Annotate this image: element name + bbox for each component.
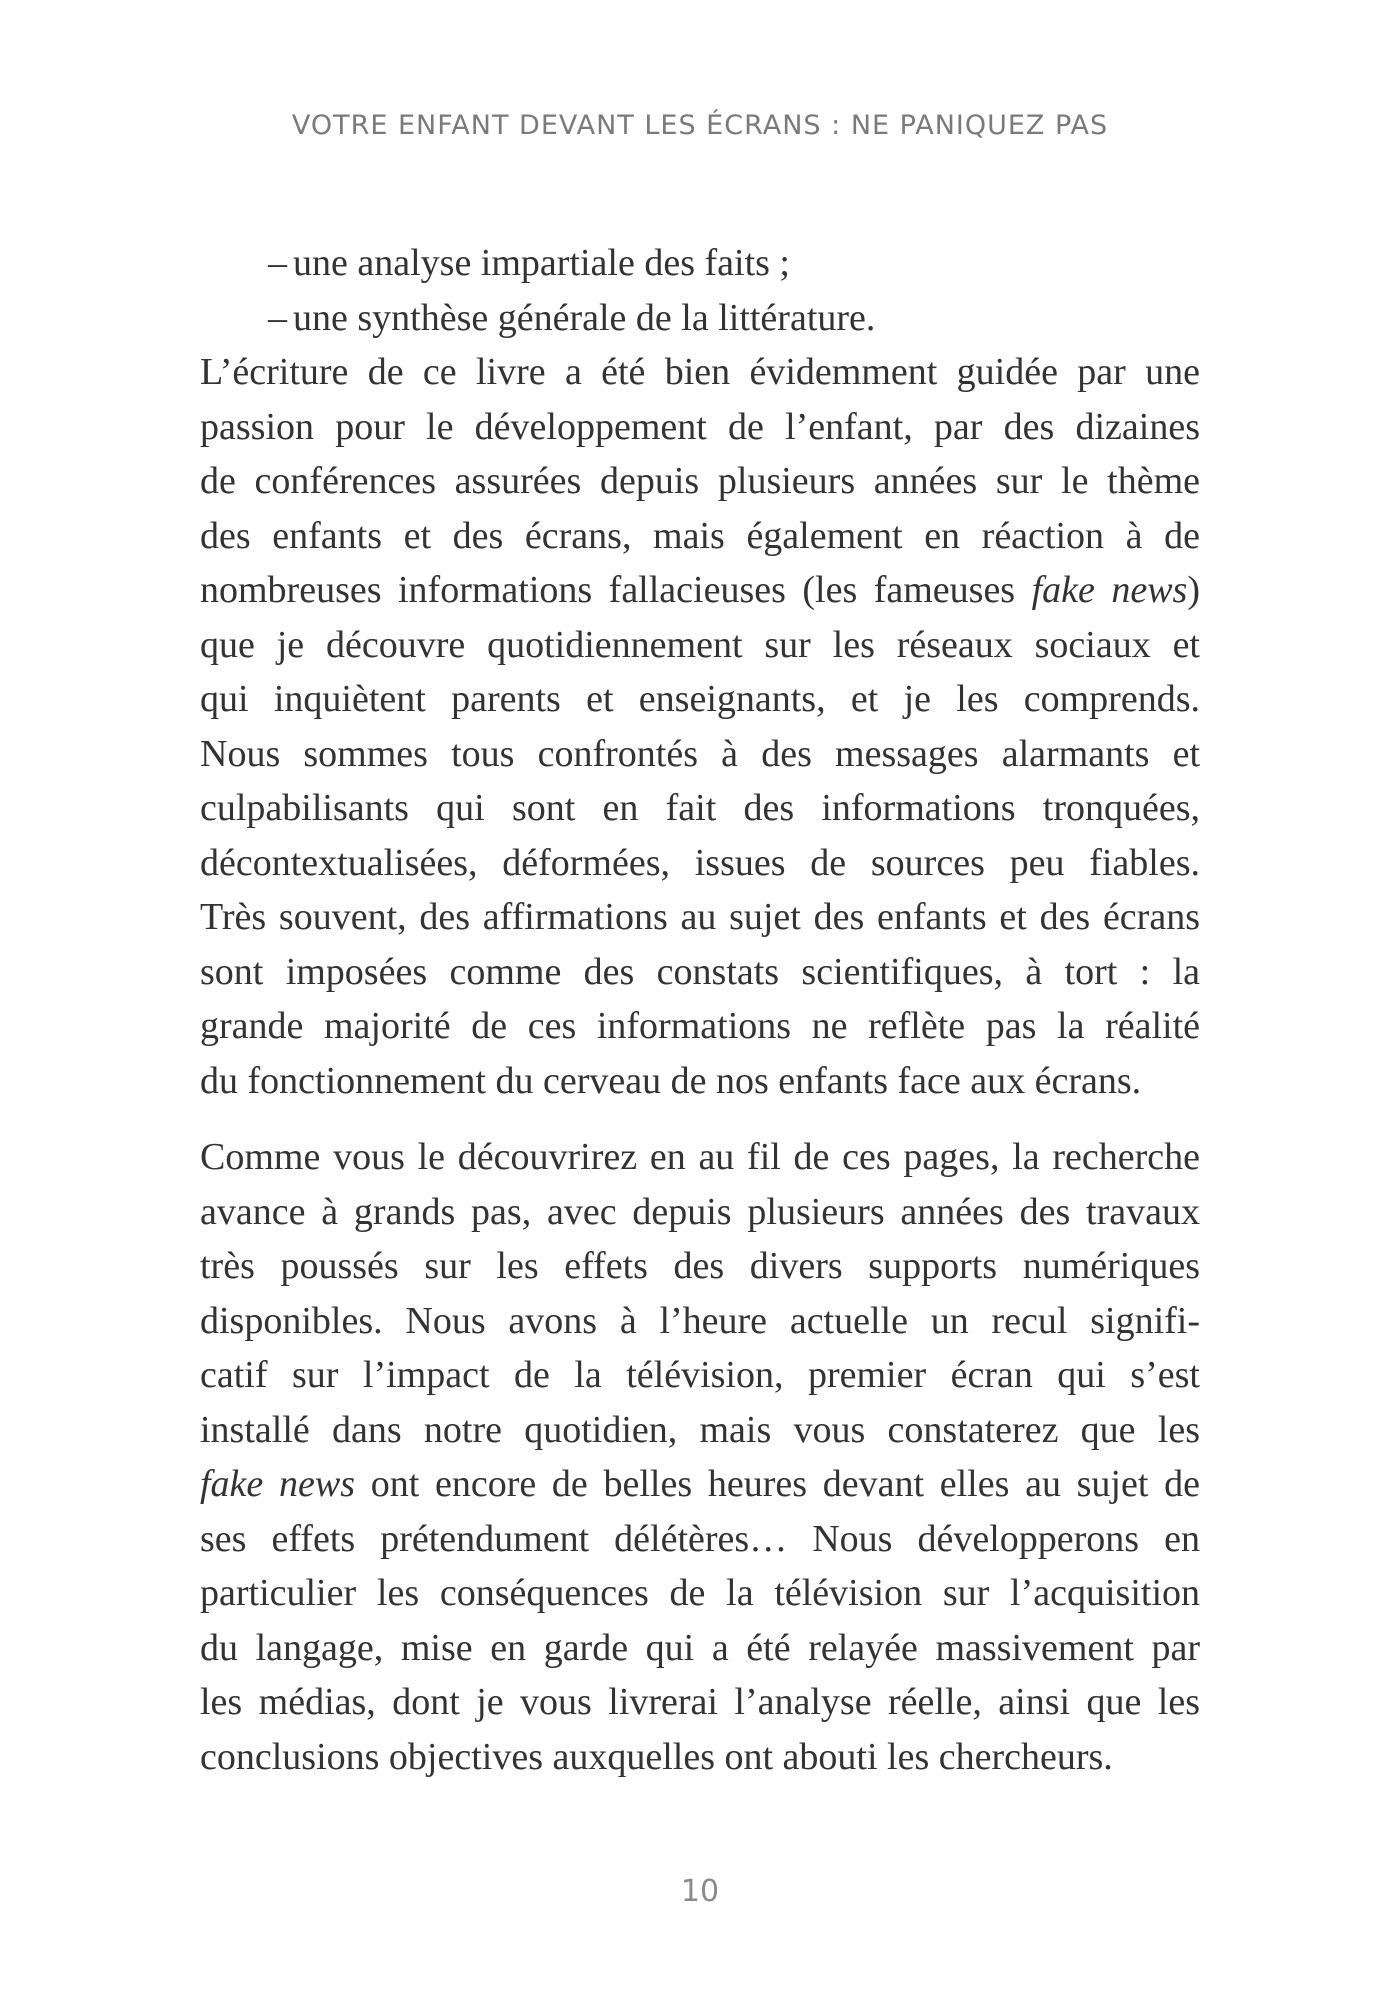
text-line — [200, 1403, 1200, 1458]
text-line — [200, 945, 1200, 1000]
text-run: sont imposées comme des constats scientifiques, à tort : la — [200, 950, 1200, 993]
text-line — [200, 1239, 1200, 1294]
text-run: ont encore de belles heures devant elles au sujet de — [355, 1463, 1200, 1505]
text-line — [200, 836, 1200, 891]
text-run: culpabilisants qui sont en fait des informations tronquées, — [200, 787, 1200, 829]
text-run: L’écriture de ce livre a été bien évidemment guidée par une — [200, 351, 1200, 393]
text-run: des enfants et des écrans, mais également en réaction à de — [200, 514, 1200, 557]
text-run: du fonctionnement du cerveau de nos enfants face aux écrans. — [200, 1059, 1142, 1102]
text-line — [200, 400, 1200, 455]
list-item-text: une analyse impartiale des faits ; — [293, 242, 790, 284]
text-run: nombreuses informations fallacieuses (les fameuses — [200, 569, 1032, 611]
italic-text: fake news — [200, 1463, 355, 1505]
text-run: Très souvent, des affirmations au sujet des enfants et des écrans — [200, 896, 1200, 938]
text-line — [200, 1566, 1200, 1621]
page-body — [200, 236, 1200, 1784]
paragraph — [200, 1130, 1200, 1784]
text-run: que je découvre quotidiennement sur les réseaux sociaux et — [200, 623, 1200, 666]
text-run: de conférences assurées depuis plusieurs années sur le thème — [200, 460, 1200, 502]
text-line — [200, 1457, 1200, 1512]
italic-text: fake news — [1031, 569, 1188, 611]
text-line — [200, 1512, 1200, 1567]
paragraphs — [200, 345, 1200, 1784]
text-run: installé dans notre quotidien, mais vous constaterez que les — [200, 1408, 1200, 1451]
text-line — [200, 1185, 1200, 1240]
text-line — [200, 1294, 1200, 1349]
text-line — [200, 727, 1200, 782]
text-line — [200, 563, 1200, 618]
text-line — [200, 1621, 1200, 1676]
text-run: grande majorité de ces informations ne reflète pas la réalité — [200, 1005, 1200, 1047]
page-number: 10 — [680, 1874, 720, 1909]
text-line — [200, 1348, 1200, 1403]
text-line — [200, 890, 1200, 945]
list-dash: – — [268, 242, 287, 284]
text-run: Comme vous le découvrirez en au fil de ces pages, la recherche — [200, 1136, 1200, 1178]
text-line — [200, 1675, 1200, 1730]
text-run: les médias, dont je vous livrerai l’analyse réelle, ainsi que les — [200, 1681, 1200, 1723]
text-run: très poussés sur les effets des divers supports numériques — [200, 1245, 1200, 1287]
list-item — [200, 236, 1200, 291]
text-line — [200, 672, 1200, 727]
text-line — [200, 1730, 1200, 1785]
text-run: du langage, mise en garde qui a été relayée massivement par — [200, 1626, 1200, 1669]
text-run: avance à grands pas, avec depuis plusieurs années des travaux — [200, 1190, 1200, 1233]
text-line — [200, 1054, 1200, 1109]
text-run: conclusions objectives auxquelles ont abouti les chercheurs. — [200, 1735, 1113, 1778]
paragraph — [200, 345, 1200, 1108]
text-run: qui inquiètent parents et enseignants, et je les comprends. — [200, 678, 1200, 720]
text-run: Nous sommes tous confrontés à des messages alarmants et — [200, 732, 1200, 775]
text-run: catif sur l’impact de la télévision, premier écran qui s’est — [200, 1354, 1200, 1396]
text-run: ) — [1187, 569, 1200, 611]
text-run: décontextualisées, déformées, issues de sources peu fiables. — [200, 841, 1200, 884]
text-line — [200, 509, 1200, 564]
text-run: passion pour le développement de l’enfant, par des dizaines — [200, 405, 1200, 448]
text-line — [200, 618, 1200, 673]
text-line — [200, 345, 1200, 400]
list-dash: – — [268, 296, 287, 339]
text-run: disponibles. Nous avons à l’heure actuelle un recul signifi- — [200, 1299, 1200, 1342]
list-item-text: une synthèse générale de la littérature. — [293, 296, 876, 339]
text-run: particulier les conséquences de la télévision sur l’acquisition — [200, 1572, 1200, 1614]
text-line — [200, 454, 1200, 509]
list-item — [200, 291, 1200, 346]
text-run: ses effets prétendument délétères… Nous développerons en — [200, 1517, 1200, 1560]
text-line — [200, 1130, 1200, 1185]
text-line — [200, 781, 1200, 836]
text-line — [200, 999, 1200, 1054]
running-header: VOTRE ENFANT DEVANT LES ÉCRANS : NE PANIQUEZ PAS — [291, 110, 1109, 141]
